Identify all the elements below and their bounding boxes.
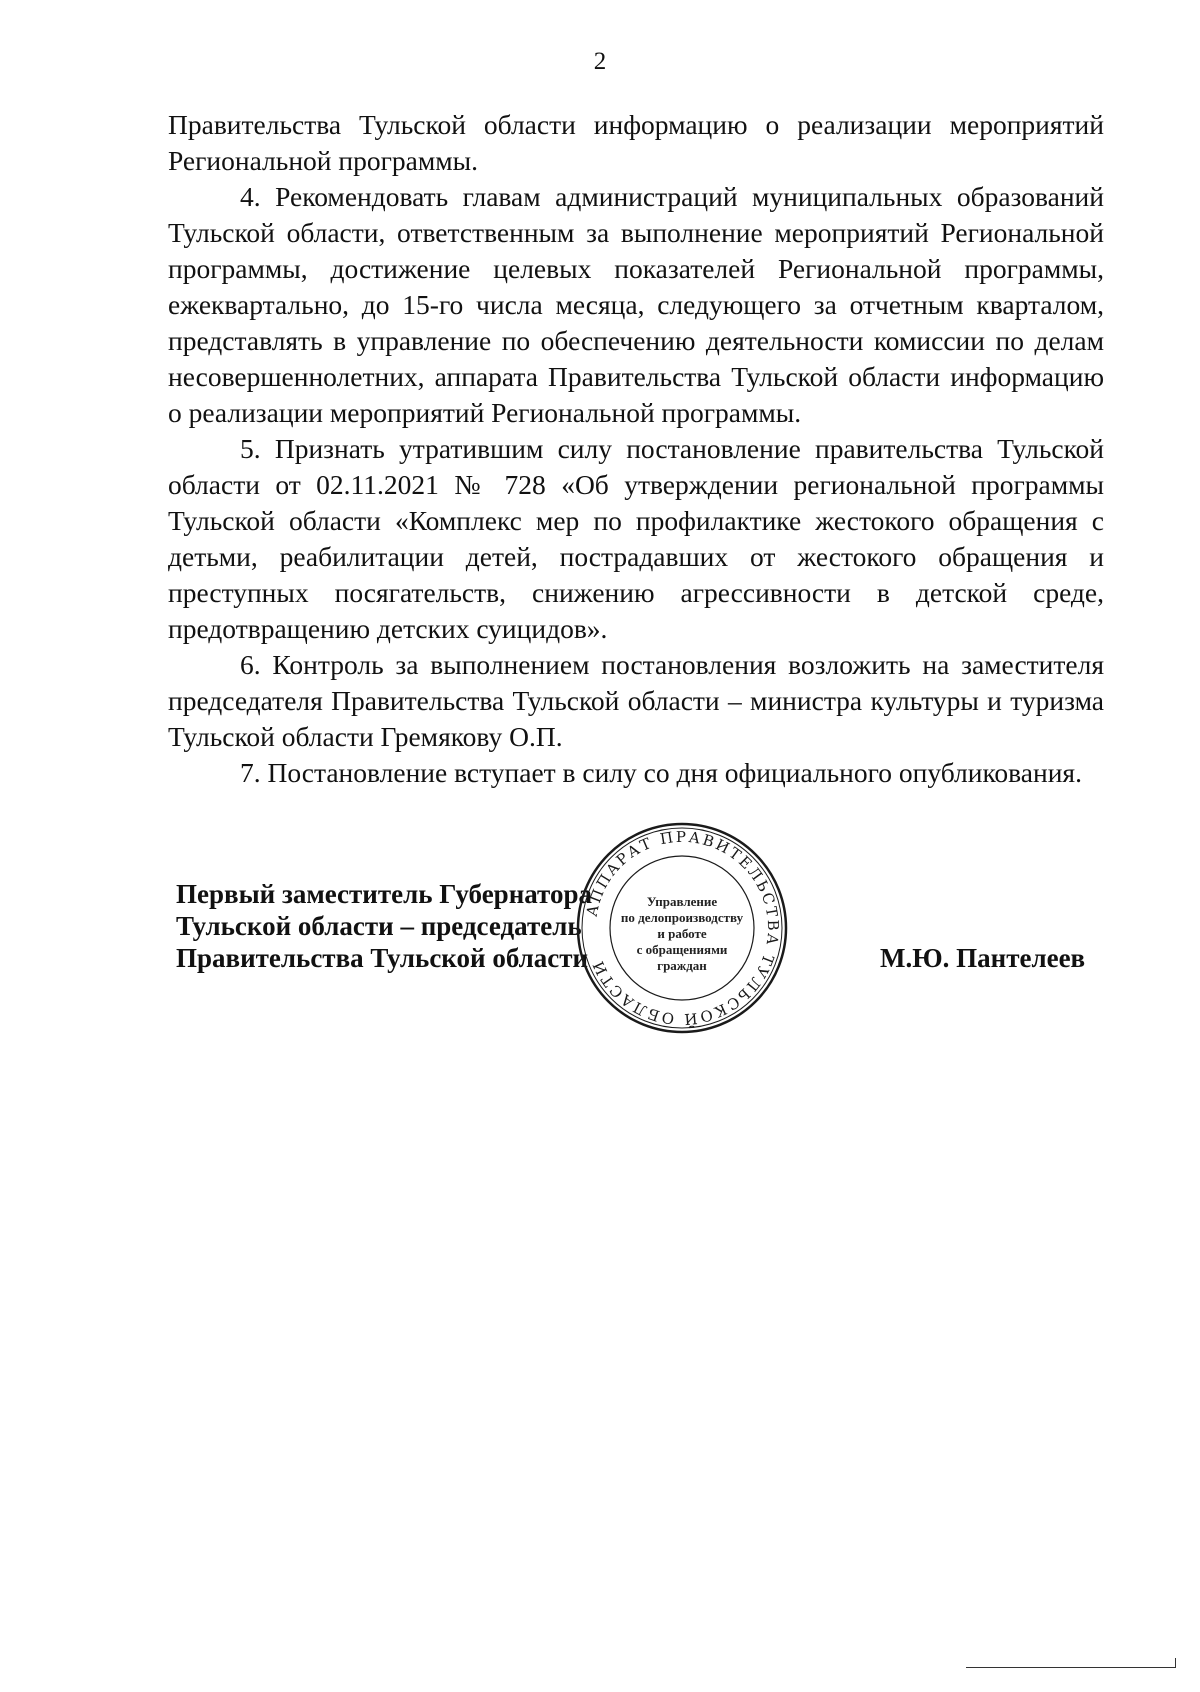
paragraph-item-5: 5. Признать утратившим силу постановление правительства Тульской области от 02.11.2021 № 728 «Об утверждении региональной программы Тульской области «Комплекс мер по профилактике жестокого обращения с детьми, реабилитации детей, пострадавших от жестокого обращения и преступных посягательств, снижению агрессивности в детской среде, предотвращению детских суицидов». bbox=[168, 433, 1104, 644]
document-body bbox=[168, 107, 1104, 791]
stamp-center-line: по делопроизводству bbox=[620, 910, 744, 925]
footer-rule bbox=[966, 1667, 1176, 1668]
stamp-center-line: Управление bbox=[646, 894, 718, 909]
page-number: 2 bbox=[593, 48, 607, 75]
paragraph-item-4: 4. Рекомендовать главам администраций муниципальных образований Тульской области, ответственным за выполнение мероприятий Региональной программы, достижение целевых показателей Региональной программы, ежеквартально, до 15-го числа месяца, следующего за отчетным кварталом, представлять в управление по обеспечению деятельности комиссии по делам несовершеннолетних, аппарата Правительства Тульской области информацию о реализации мероприятий Региональной программы. bbox=[168, 181, 1104, 428]
signatory-title-line: Первый заместитель Губернатора bbox=[176, 879, 592, 909]
stamp-center-line: с обращениями bbox=[636, 942, 728, 957]
signatory-title bbox=[176, 878, 592, 974]
stamp-center-line: граждан bbox=[657, 958, 707, 973]
stamp-ring-text: АППАРАТ ПРАВИТЕЛЬСТВА ТУЛЬСКОЙ ОБЛАСТИ bbox=[582, 827, 783, 1029]
stamp-center-text bbox=[572, 894, 792, 974]
official-stamp bbox=[572, 818, 792, 1038]
paragraph-item-7: 7. Постановление вступает в силу со дня официального опубликования. bbox=[240, 757, 1082, 788]
signatory-title-line: Тульской области – председатель bbox=[176, 911, 582, 941]
stamp-center-line: и работе bbox=[657, 926, 707, 941]
paragraph-continuation: Правительства Тульской области информацию о реализации мероприятий Региональной программы. bbox=[168, 109, 1104, 176]
footer-rule-tick bbox=[1175, 1658, 1176, 1668]
paragraph-item-6: 6. Контроль за выполнением постановления возложить на заместителя председателя Правительства Тульской области – министра культуры и туризма Тульской области Гремякову О.П. bbox=[168, 649, 1104, 752]
signatory-name: М.Ю. Пантелеев bbox=[880, 943, 1086, 973]
signatory-title-line: Правительства Тульской области bbox=[176, 943, 589, 973]
